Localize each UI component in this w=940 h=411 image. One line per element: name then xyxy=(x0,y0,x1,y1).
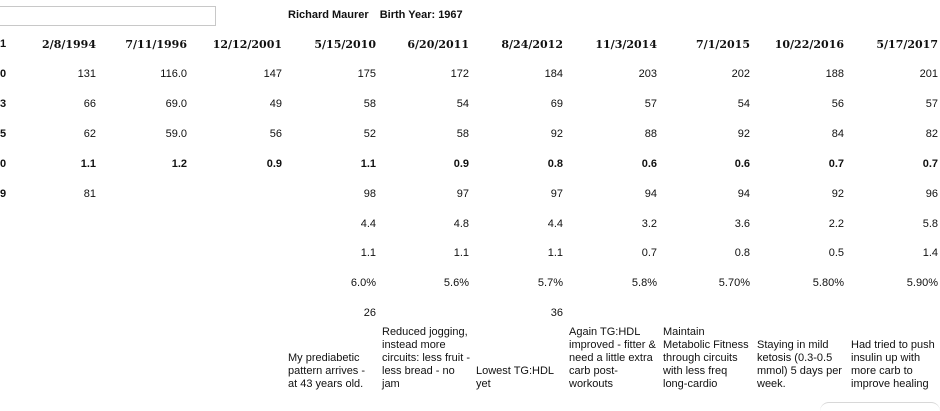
note-cell: Staying in mild ketosis (0.3-0.5 mmol) 5 days per week. xyxy=(757,339,842,390)
note-cell: Had tried to push insulin up with more carb to improve healing xyxy=(851,339,935,390)
data-cell: 0.5 xyxy=(828,247,844,259)
data-cell: 59.0 xyxy=(165,128,187,140)
date-header: 11/3/2014 xyxy=(595,38,657,51)
data-cell: 1.1 xyxy=(453,247,469,259)
data-cell: 2.2 xyxy=(828,218,844,230)
data-cell: 1.1 xyxy=(547,247,563,259)
data-cell: 5.8% xyxy=(631,277,657,289)
date-header: 2/8/1994 xyxy=(42,38,96,51)
data-cell: 4.8 xyxy=(453,218,469,230)
data-cell: 4.4 xyxy=(360,218,376,230)
date-header: 6/20/2011 xyxy=(407,38,469,51)
data-cell: 5.90% xyxy=(906,277,938,289)
data-cell: 98 xyxy=(363,188,376,200)
date-header: 5/17/2017 xyxy=(876,38,938,51)
data-cell: 202 xyxy=(731,68,750,80)
date-header: 7/11/1996 xyxy=(125,38,187,51)
note-cell: Lowest TG:HDL yet xyxy=(476,365,554,390)
data-cell: 54 xyxy=(737,98,750,110)
note-cell: Again TG:HDL improved - fitter & need a little extra carb post-workouts xyxy=(569,326,656,390)
name-input-cell[interactable] xyxy=(0,6,216,26)
data-cell: 69 xyxy=(550,98,563,110)
data-cell: 81 xyxy=(83,188,96,200)
data-cell: 1.4 xyxy=(922,247,938,259)
data-cell: 1.1 xyxy=(360,247,376,259)
patient-name: Richard Maurer xyxy=(288,9,369,21)
data-cell: 57 xyxy=(925,98,938,110)
row-label-fragment: 9 xyxy=(0,188,7,200)
row-label-fragment: 5 xyxy=(0,128,7,140)
data-cell: 66 xyxy=(83,98,96,110)
scroll-indicator xyxy=(820,402,940,411)
data-cell: 188 xyxy=(825,68,844,80)
data-cell: 52 xyxy=(363,128,376,140)
data-cell: 184 xyxy=(544,68,563,80)
data-cell: 3.2 xyxy=(641,218,657,230)
data-cell: 5.70% xyxy=(718,277,750,289)
note-cell: Maintain Metabolic Fitness through circuits with less freq long-cardio xyxy=(663,326,749,390)
row-label-fragment: 3 xyxy=(0,98,7,110)
date-header: 5/15/2010 xyxy=(314,38,376,51)
data-cell: 116.0 xyxy=(160,68,187,80)
data-cell: 62 xyxy=(83,128,96,140)
data-cell: 96 xyxy=(925,188,938,200)
data-cell: 201 xyxy=(919,68,938,80)
data-cell: 92 xyxy=(737,128,750,140)
date-header: 7/1/2015 xyxy=(696,38,750,51)
date-header: 12/12/2001 xyxy=(212,38,282,51)
birth-year: Birth Year: 1967 xyxy=(379,9,463,21)
data-cell: 97 xyxy=(456,188,469,200)
data-cell: 88 xyxy=(644,128,657,140)
data-cell: 1.1 xyxy=(80,158,96,170)
data-cell: 5.8 xyxy=(922,218,938,230)
data-cell: 49 xyxy=(269,98,282,110)
data-cell: 4.4 xyxy=(547,218,563,230)
data-cell: 175 xyxy=(357,68,376,80)
data-cell: 58 xyxy=(363,98,376,110)
data-cell: 0.7 xyxy=(922,158,938,170)
date-header: 8/24/2012 xyxy=(501,38,563,51)
data-cell: 0.8 xyxy=(734,247,750,259)
data-cell: 0.9 xyxy=(266,158,282,170)
data-cell: 84 xyxy=(831,128,844,140)
data-cell: 58 xyxy=(456,128,469,140)
data-cell: 0.7 xyxy=(641,247,657,259)
data-cell: 0.6 xyxy=(734,158,750,170)
data-cell: 5.6% xyxy=(443,277,469,289)
data-cell: 5.7% xyxy=(537,277,563,289)
data-cell: 3.6 xyxy=(734,218,750,230)
date-header: 10/22/2016 xyxy=(774,38,844,51)
data-cell: 56 xyxy=(269,128,282,140)
data-cell: 6.0% xyxy=(350,277,376,289)
data-cell: 0.7 xyxy=(828,158,844,170)
row-label-fragment: 0 xyxy=(0,68,7,80)
data-cell: 0.6 xyxy=(641,158,657,170)
data-cell: 5.80% xyxy=(812,277,844,289)
data-cell: 56 xyxy=(831,98,844,110)
data-cell: 0.9 xyxy=(453,158,469,170)
row-label-fragment: 0 xyxy=(0,158,7,170)
row-label-fragment: 1 xyxy=(0,38,7,50)
data-cell: 82 xyxy=(925,128,938,140)
data-cell: 0.8 xyxy=(547,158,563,170)
data-cell: 92 xyxy=(831,188,844,200)
data-cell: 1.1 xyxy=(360,158,376,170)
data-cell: 97 xyxy=(550,188,563,200)
data-cell: 94 xyxy=(737,188,750,200)
data-cell: 1.2 xyxy=(171,158,187,170)
note-cell: Reduced jogging, instead more circuits: less fruit - less bread - no jam xyxy=(382,326,471,390)
data-cell: 69.0 xyxy=(165,98,187,110)
data-cell: 172 xyxy=(450,68,469,80)
data-cell: 203 xyxy=(638,68,657,80)
data-cell: 54 xyxy=(456,98,469,110)
data-cell: 94 xyxy=(644,188,657,200)
data-cell: 57 xyxy=(644,98,657,110)
data-cell: 26 xyxy=(363,307,376,319)
data-cell: 36 xyxy=(550,307,563,319)
data-cell: 147 xyxy=(263,68,282,80)
note-cell: My prediabetic pattern arrives - at 43 years old. xyxy=(288,352,366,390)
data-cell: 131 xyxy=(77,68,96,80)
data-cell: 92 xyxy=(550,128,563,140)
patient-header xyxy=(288,9,463,21)
